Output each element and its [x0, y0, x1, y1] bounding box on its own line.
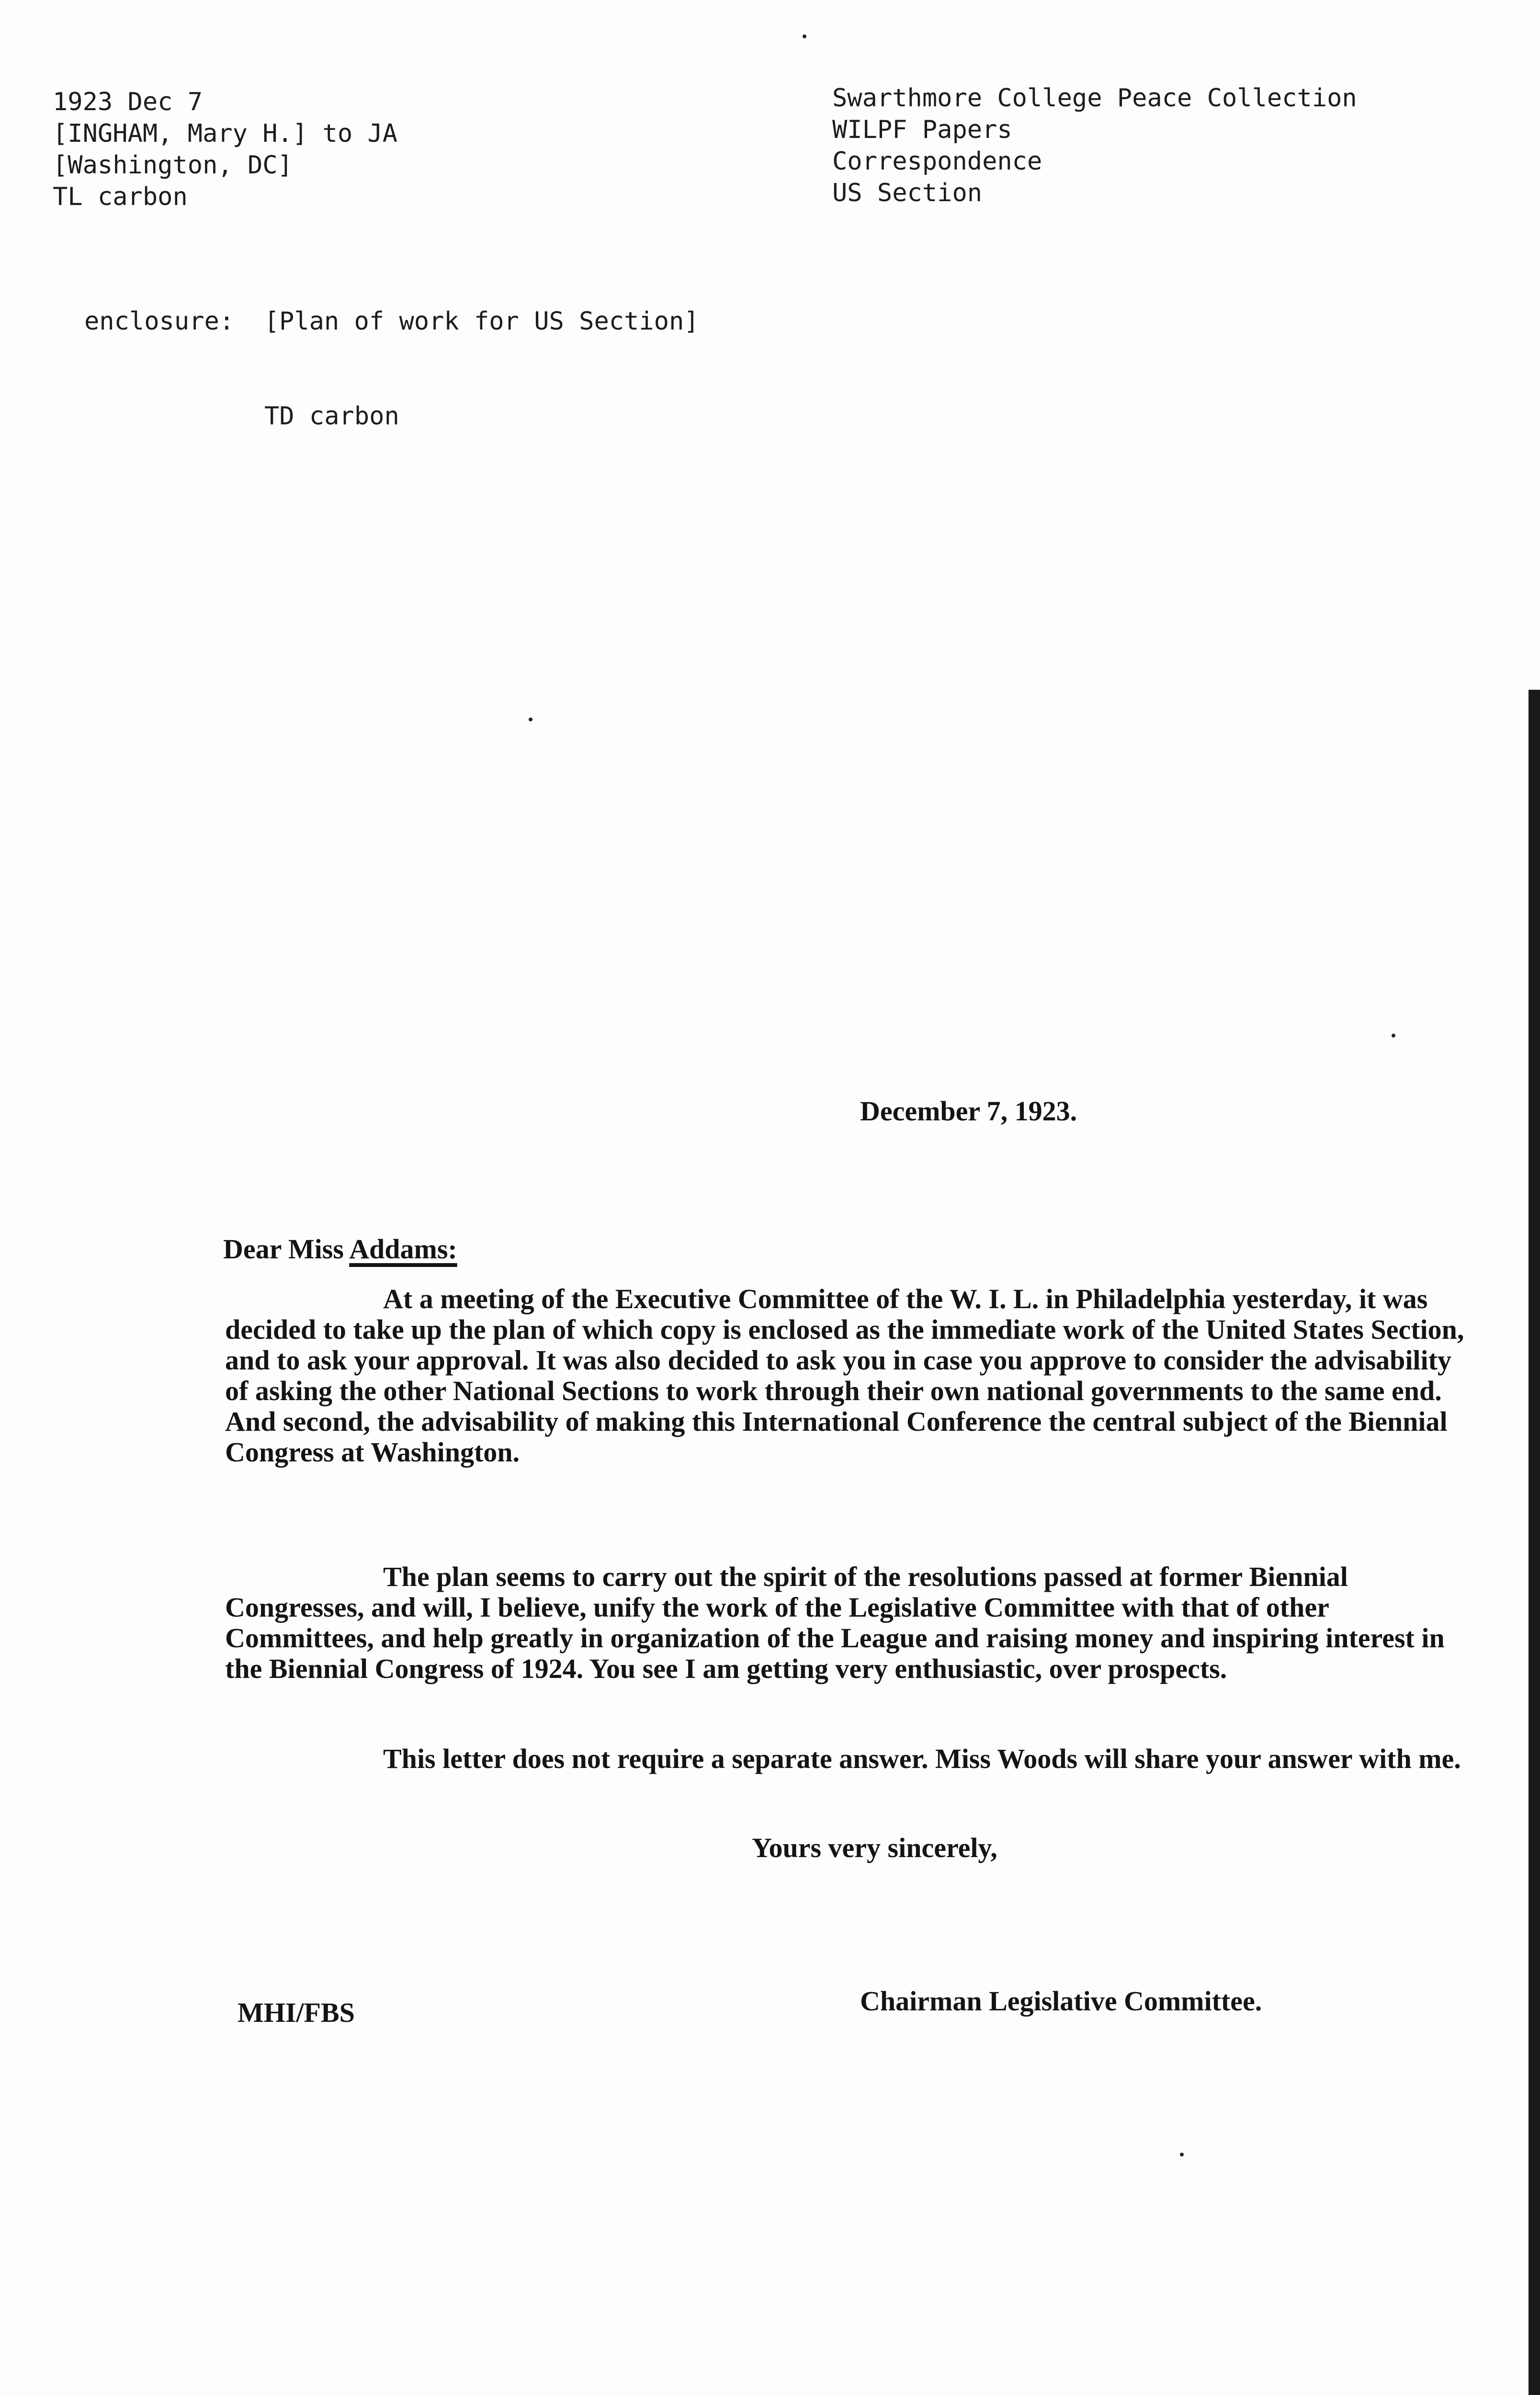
scan-speck	[1180, 2153, 1184, 2156]
enclosure-type-row	[84, 400, 699, 432]
body-paragraph-3: This letter does not require a separate answer. Miss Woods will share your answer with me.	[383, 1743, 1461, 1774]
header-section-line: US Section	[832, 179, 983, 207]
typist-initials: MHI/FBS	[238, 1997, 355, 2028]
archive-header-right	[832, 82, 1357, 209]
enclosure-type: TD carbon	[264, 402, 399, 431]
scan-speck	[1392, 1034, 1395, 1038]
archive-header-left	[53, 86, 397, 213]
scan-speck	[529, 718, 532, 721]
header-series-line: Correspondence	[832, 147, 1042, 176]
header-papers-line: WILPF Papers	[832, 115, 1012, 144]
header-collection-line: Swarthmore College Peace Collection	[832, 84, 1357, 113]
letter-date: December 7, 1923.	[860, 1095, 1077, 1127]
header-location-line: [Washington, DC]	[53, 151, 293, 180]
signature-title: Chairman Legislative Committee.	[860, 1985, 1262, 2017]
enclosure-label: enclosure:	[84, 307, 235, 336]
header-format-line: TL carbon	[53, 182, 188, 211]
salutation	[223, 1233, 457, 1265]
enclosure-title: [Plan of work for US Section]	[264, 307, 699, 336]
enclosure-note	[84, 242, 699, 495]
scan-speck	[803, 34, 806, 38]
closing: Yours very sincerely,	[752, 1832, 997, 1863]
body-paragraph-1: At a meeting of the Executive Committee of the W. I. L. in Philadelphia yesterday, it was decided to take up the plan of which copy is enclosed as the immediate work of the United States Section, and to ask your approval. It was also decided to ask you in case you approve to consider the advisability of asking the other National Sections to work through their own national governments to the same end. And second, the advisability of making this International Conference the central subject of the Biennial Congress at Washington.	[225, 1283, 1464, 1468]
enclosure-row	[84, 306, 699, 337]
header-correspondents-line: [INGHAM, Mary H.] to JA	[53, 119, 398, 148]
header-date-line: 1923 Dec 7	[53, 88, 203, 116]
salutation-name: Addams:	[349, 1233, 457, 1265]
scan-edge-right	[1529, 690, 1540, 2395]
body-paragraph-2: The plan seems to carry out the spirit of the resolutions passed at former Biennial Congresses, and will, I believe, unify the work of the Legislative Committee with that of other Committees, and help greatly in organization of the League and raising money and inspiring interest in the Biennial Congress of 1924. You see I am getting very enthusiastic, over prospects.	[225, 1561, 1445, 1684]
salutation-prefix: Dear Miss	[223, 1233, 350, 1265]
